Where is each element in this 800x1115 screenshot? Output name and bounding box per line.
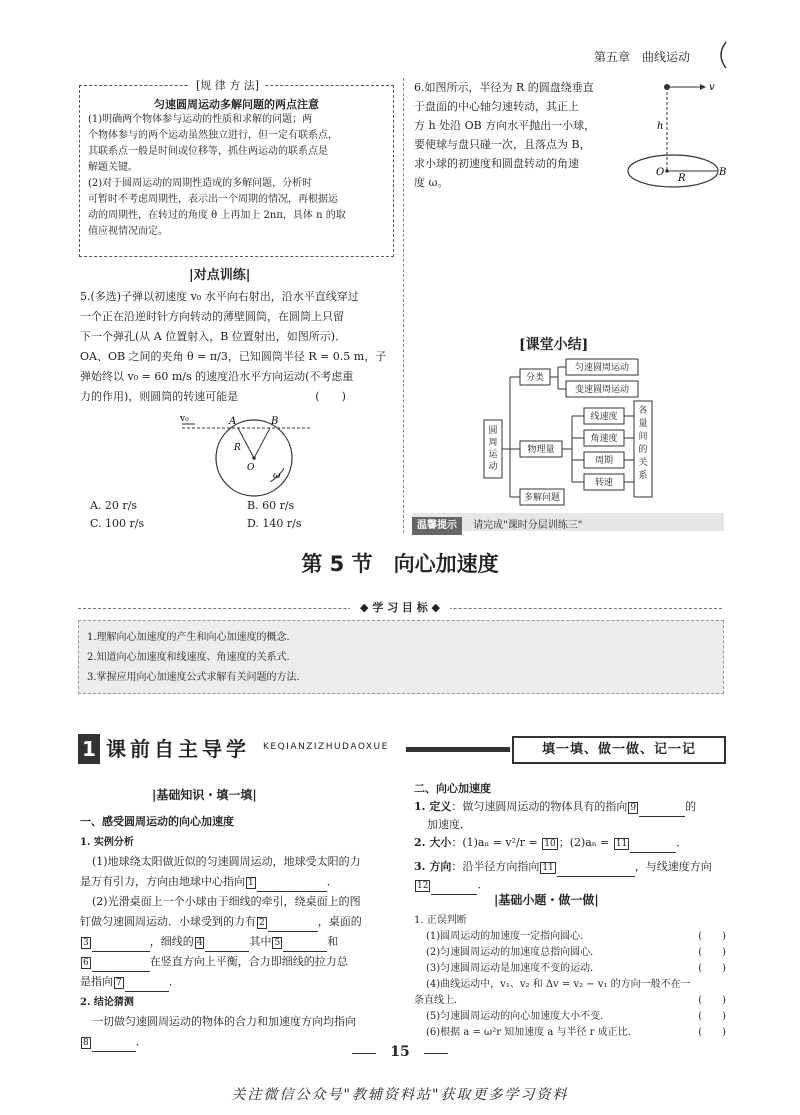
tip-bar: [412, 513, 724, 531]
basic-p2e: 是指向 7 ．: [80, 972, 180, 992]
summary-uniform: 匀速圆周运动: [574, 363, 629, 373]
method-p1-line: 解题关键。: [88, 162, 138, 173]
basic-p1a: (1)地球绕太阳做近似的匀速圆周运动，地球受太阳的力: [92, 855, 361, 868]
size-line: 2. 大小：(1)aₙ = v²/r = 10 ；(2)aₙ = 11 ．: [414, 833, 687, 853]
column-divider: [403, 78, 404, 533]
option-b: B. 60 r/s: [247, 499, 295, 512]
basic-h1-2: 2. 结论猜测: [80, 997, 134, 1008]
q5-line: 下一个弹孔(从 A 位置射入，B 位置射出，如图所示)．: [80, 330, 347, 343]
basic-p2a: (2)光滑桌面上一个小球由于细线的牵引，绕桌面上的图: [92, 895, 361, 908]
quick-item-text: (1)圆周运动的加速度一定指向圆心．: [426, 931, 591, 942]
dir-line: 3. 方向：沿半径方向指向 11 ，与线速度方向: [414, 857, 712, 877]
goal-2: 2.知道向心加速度和线速度、角速度的关系式．: [87, 652, 297, 663]
banner: [78, 734, 726, 764]
quick-item: [414, 1009, 726, 1025]
basic-p3a: 一切做匀速圆周运动的物体的合力和加速度方向均指向: [92, 1015, 356, 1028]
goals-box: [78, 620, 724, 694]
q5-line: 5.(多选)子弹以初速度 v₀ 水平向右射出，沿水平直线穿过: [80, 290, 359, 303]
summary-q2: 角速度: [590, 434, 618, 444]
q5-figure: [170, 410, 330, 500]
quick-item: [414, 993, 726, 1009]
question-6: [414, 78, 629, 192]
quick-item-text: (2)匀速圆周运动的加速度总指向圆心．: [426, 947, 601, 958]
q6-line: 方 h 处沿 OB 方向水平抛出一小球，: [414, 119, 596, 132]
quick-item: [414, 929, 726, 945]
q5-line: 弹始终以 v₀ = 60 m/s 的速度沿水平方向运动(不考虑重: [80, 370, 354, 383]
tip-text: 请完成"课时分层训练三": [473, 520, 583, 531]
quick-item-text: (4)曲线运动中，v₁、v₂ 和 Δv = v₂ − v₁ 的方向一般不在一: [426, 979, 691, 990]
goal-1: 1.理解向心加速度的产生和向心加速度的概念．: [87, 632, 297, 643]
answer-paren[interactable]: ( ): [698, 1027, 726, 1038]
quick-item: [414, 945, 726, 961]
summary-relation: 各量间的关系: [638, 406, 648, 481]
q6-line: 6.如图所示，半径为 R 的圆盘绕垂直: [414, 81, 594, 94]
method-box: [79, 79, 394, 257]
quick-item-text: 条直线上．: [414, 995, 464, 1006]
summary-multi: 多解问题: [523, 493, 560, 503]
basic-p1b: 是万有引力，方向由地球中心指向 1 ．: [80, 872, 338, 892]
banner-stripe: [406, 747, 510, 752]
q5-line: OA、OB 之间的夹角 θ = π/3，已知圆筒半径 R = 0.5 m，子: [80, 350, 387, 363]
basic-h1-1: 1. 实例分析: [80, 837, 134, 848]
method-title: 匀速圆周运动多解问题的两点注意: [154, 98, 319, 111]
method-p2-line: 值应视情况而定。: [88, 226, 168, 237]
basic-p2c: 3 ，细线的 4 其中 5 和: [80, 932, 338, 952]
quick-intro: 1. 正误判断: [414, 915, 467, 926]
tip-label: 温馨提示: [412, 517, 462, 535]
def-line-2: 加速度．: [427, 818, 471, 831]
banner-num: 1: [78, 734, 100, 764]
chapter-header: 第五章 曲线运动: [594, 50, 691, 64]
summary-q3: 周期: [594, 456, 613, 466]
summary-diagram: [478, 355, 718, 510]
quick-item-text: (6)根据 a = ω²r 知加速度 a 与半径 r 成正比．: [426, 1027, 638, 1038]
option-a: A. 20 r/s: [90, 499, 138, 512]
goal-3: 3.掌握应用向心加速度公式求解有关问题的方法．: [87, 672, 307, 683]
header-curve-decoration: [712, 40, 732, 70]
summary-classify: 分类: [525, 373, 544, 383]
method-tag: [规 律 方 法]: [190, 77, 265, 93]
method-p2-line: 动的周期性，在转过的角度 θ 上再加上 2nπ，具体 n 的取: [88, 210, 346, 221]
method-p1: [80, 112, 393, 176]
def-line: 1. 定义：做匀速圆周运动的物体具有的指向 9 的: [414, 797, 696, 817]
basic-p3b: 8 ．: [80, 1032, 147, 1052]
q6-line: 求小球的初速度和圆盘转动的角速: [414, 157, 579, 170]
answer-paren[interactable]: ( ): [698, 995, 726, 1006]
q6-figure: [620, 75, 730, 190]
summary-variable: 变速圆周运动: [574, 385, 629, 395]
page-number: 15: [390, 1044, 410, 1060]
fig-v0-label: v₀: [180, 414, 189, 424]
summary-q1: 线速度: [590, 412, 618, 422]
basic-title: |基础知识・填一填|: [152, 788, 257, 802]
svg-text:B: B: [719, 167, 727, 178]
basic-h1: 一、感受圆周运动的向心加速度: [80, 815, 234, 828]
q5-line: 一个正在沿逆时针方向转动的薄壁圆筒，在圆筒上只留: [80, 310, 344, 323]
svg-text:O: O: [247, 463, 255, 473]
quick-item-text: (5)匀速圆周运动的向心加速度大小不变．: [426, 1011, 611, 1022]
option-c: C. 100 r/s: [90, 517, 145, 530]
svg-text:ω: ω: [273, 471, 281, 481]
quick-item-text: (3)匀速圆周运动是加速度不变的运动．: [426, 963, 601, 974]
summary-quantity: 物理量: [527, 445, 555, 455]
basic-p2b: 钉做匀速圆周运动．小球受到的力有 2 ，桌面的: [80, 912, 362, 932]
quick-item: [414, 1025, 726, 1041]
answer-paren[interactable]: ( ): [698, 947, 726, 958]
q6-line: 要使球与盘只碰一次，且落点为 B，: [414, 138, 591, 151]
svg-text:v: v: [709, 82, 715, 93]
method-p2: [80, 176, 393, 240]
banner-pinyin: KEQIANZIZHUDAOXUE: [263, 742, 389, 752]
goals-title: ◆ 学 习 目 标 ◆: [0, 599, 800, 615]
summary-q4: 转速: [594, 478, 613, 488]
method-p1-line: 个物体参与的两个运动虽然独立进行，但一定有联系点，: [88, 130, 338, 141]
banner-title: 课前自主导学: [106, 737, 250, 761]
footer-text: 关注微信公众号"教辅资料站"获取更多学习资料: [231, 1087, 569, 1103]
q6-line: 度 ω。: [414, 176, 449, 189]
answer-paren[interactable]: ( ): [698, 1011, 726, 1022]
method-p1-line: (1)明确两个物体参与运动的性质和求解的问题；两: [88, 114, 313, 125]
quick-title: |基础小题・做一做|: [494, 893, 599, 907]
svg-text:O: O: [656, 167, 665, 178]
svg-text:B: B: [271, 416, 279, 427]
method-p2-line: (2)对于圆周运动的周期性造成的多解问题，分析时: [88, 178, 313, 189]
quick-item: [414, 977, 726, 993]
banner-right: 填一填、做一做、记一记: [512, 736, 726, 764]
practice-title: |对点训练|: [189, 268, 251, 283]
svg-text:R: R: [234, 443, 241, 453]
svg-text:A: A: [229, 416, 237, 427]
q5-line: 力的作用)，则圆筒的转速可能是 ( ): [80, 390, 346, 403]
summary-root: 圆周运动: [488, 426, 498, 472]
answer-paren[interactable]: ( ): [698, 931, 726, 942]
q6-line: 于盘面的中心轴匀速转动，其正上: [414, 100, 579, 113]
quick-list: [414, 929, 726, 1041]
svg-text:h: h: [657, 121, 664, 132]
basic-p2d: 6 在竖直方向上平衡，合力即细线的拉力总: [80, 952, 348, 972]
answer-paren[interactable]: ( ): [698, 963, 726, 974]
method-p2-line: 可暂时不考虑周期性，表示出一个周期的情况，再根据运: [88, 194, 338, 205]
option-d: D. 140 r/s: [247, 517, 302, 530]
basic-h2: 二、向心加速度: [414, 782, 491, 795]
dir-line-2: 12 ．: [414, 875, 488, 895]
summary-title: [课堂小结]: [519, 337, 589, 353]
method-p1-line: 其联系点一般是时间或位移等，抓住两运动的联系点是: [88, 146, 328, 157]
page-number-line-left: [352, 1053, 376, 1054]
page-number-line-right: [424, 1053, 448, 1054]
question-5: [80, 287, 400, 407]
quick-item: [414, 961, 726, 977]
section-title: 第 5 节 向心加速度: [301, 552, 499, 576]
svg-text:R: R: [678, 173, 686, 184]
